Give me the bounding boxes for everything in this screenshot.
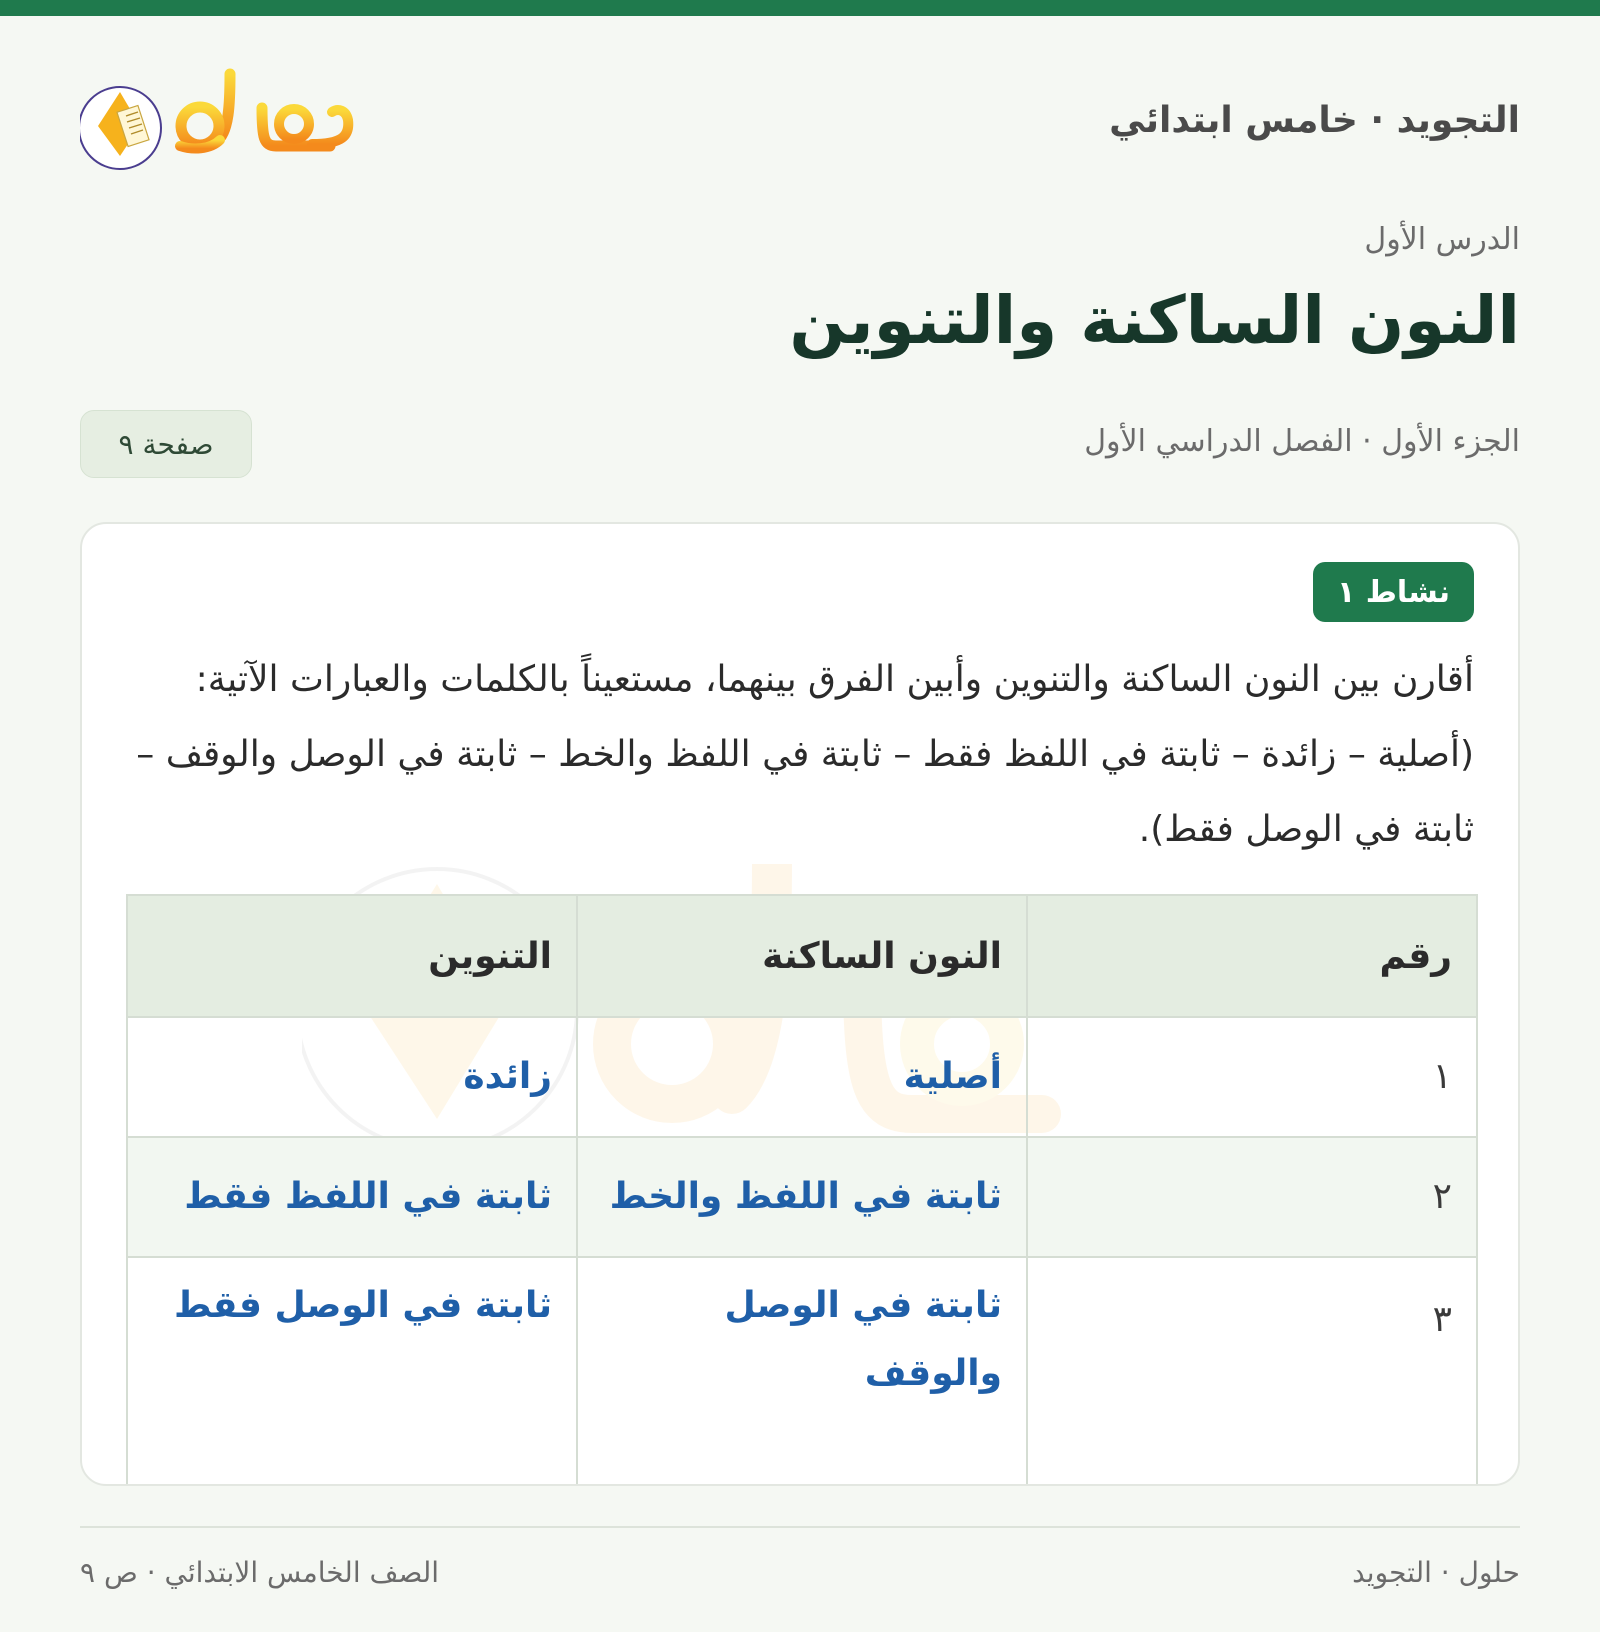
comparison-table [126,894,1478,1486]
header-number: رقم [1027,895,1477,1017]
header-tanween: التنوين [127,895,577,1017]
tanween-answer: ثابتة في الوصل فقط [127,1257,577,1486]
header-noon-sakinah: النون الساكنة [577,895,1027,1017]
tanween-answer: ثابتة في اللفظ فقط [127,1137,577,1257]
tanween-answer: زائدة [127,1017,577,1137]
table-header-row [127,895,1477,1017]
table-row [127,1137,1477,1257]
footer-divider [80,1526,1520,1528]
table-row [127,1257,1477,1486]
row-number: ٣ [1027,1257,1477,1486]
footer-grade-page: الصف الخامس الابتدائي · ص ٩ [80,1556,440,1589]
row-number: ٢ [1027,1137,1477,1257]
brand-logo[interactable] [80,68,370,178]
activity-badge: نشاط ١ [1313,562,1474,622]
lesson-label: الدرس الأول [1364,222,1520,257]
subject-grade-title: التجويد · خامس ابتدائي [1109,100,1520,141]
lesson-meta: الجزء الأول · الفصل الدراسي الأول [1084,424,1520,459]
footer-brand-subject: حلول · التجويد [1352,1556,1520,1589]
noon-answer: ثابتة في الوصل والوقف [577,1257,1027,1486]
row-number: ١ [1027,1017,1477,1137]
logo-icon [80,68,370,178]
activity-instruction: أقارن بين النون الساكنة والتنوين وأبين الفرق بينهما، مستعيناً بالكلمات والعبارات الآتية: (أصلية – زائدة – ثابتة في اللفظ فقط – ثابتة في اللفظ والخط – ثابتة في الوصل والوقف – ثابتة في الوصل فقط). [136,659,1474,850]
page-title: النون الساكنة والتنوين [789,282,1520,359]
noon-answer: ثابتة في اللفظ والخط [577,1137,1027,1257]
noon-answer: أصلية [577,1017,1027,1137]
activity-card [80,522,1520,1486]
table-row [127,1017,1477,1137]
top-accent-bar [0,0,1600,16]
page-number-chip: صفحة ٩ [80,410,252,478]
